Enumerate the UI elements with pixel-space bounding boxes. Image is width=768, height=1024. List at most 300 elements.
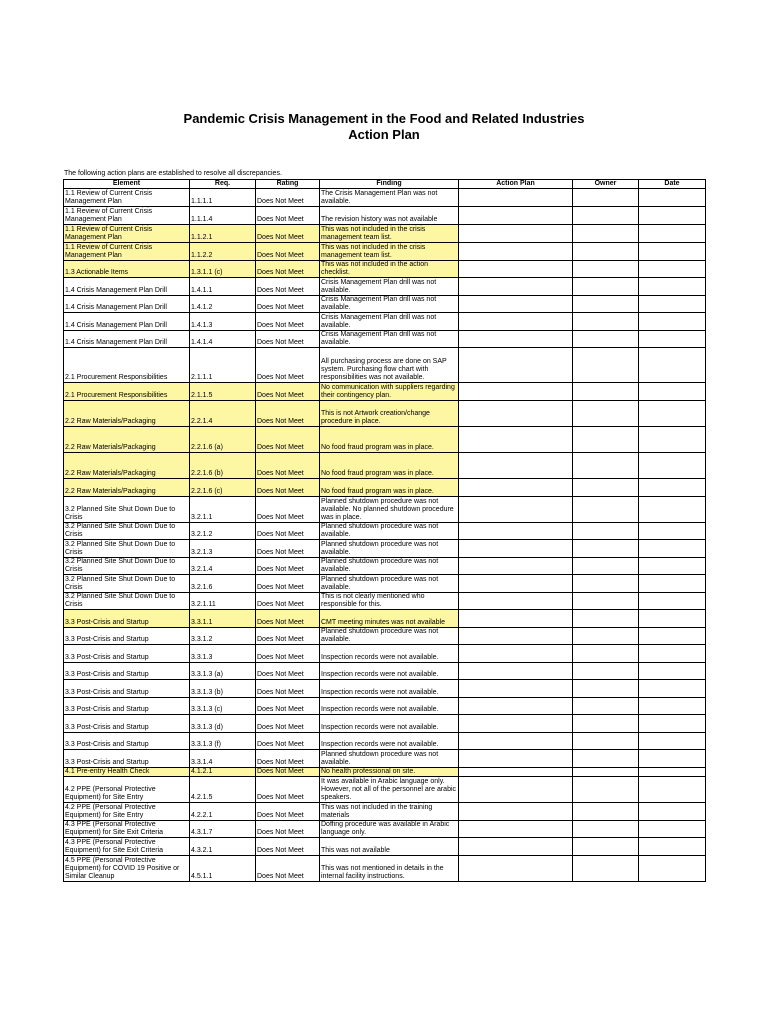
req-cell: 2.2.1.6 (b) [190, 453, 256, 479]
req-cell: 2.1.1.5 [190, 383, 256, 401]
date-cell [639, 523, 706, 540]
table-row [64, 663, 706, 680]
owner-cell [573, 313, 639, 331]
date-cell [639, 803, 706, 821]
owner-cell [573, 243, 639, 261]
rating-cell: Does Not Meet [256, 838, 320, 856]
element-cell: 3.3 Post-Crisis and Startup [64, 680, 190, 698]
element-cell: 3.3 Post-Crisis and Startup [64, 698, 190, 715]
element-cell: 3.3 Post-Crisis and Startup [64, 715, 190, 733]
rating-cell: Does Not Meet [256, 243, 320, 261]
table-row [64, 523, 706, 540]
element-cell: 3.3 Post-Crisis and Startup [64, 628, 190, 645]
header-finding: Finding [320, 180, 459, 189]
date-cell [639, 593, 706, 610]
owner-cell [573, 207, 639, 225]
owner-cell [573, 331, 639, 348]
action-plan-cell [459, 575, 573, 593]
finding-cell: This was not available [320, 838, 459, 856]
rating-cell: Does Not Meet [256, 821, 320, 838]
date-cell [639, 777, 706, 803]
req-cell: 3.3.1.3 (d) [190, 715, 256, 733]
req-cell: 3.3.1.2 [190, 628, 256, 645]
table-row [64, 628, 706, 645]
req-cell: 1.4.1.3 [190, 313, 256, 331]
rating-cell: Does Not Meet [256, 733, 320, 750]
element-cell: 1.1 Review of Current Crisis Management Plan [64, 189, 190, 207]
owner-cell [573, 733, 639, 750]
table-row [64, 540, 706, 558]
table-row [64, 733, 706, 750]
owner-cell [573, 497, 639, 523]
element-cell: 3.2 Planned Site Shut Down Due to Crisis [64, 593, 190, 610]
owner-cell [573, 838, 639, 856]
element-cell: 2.2 Raw Materials/Packaging [64, 401, 190, 427]
finding-cell: CMT meeting minutes was not available [320, 610, 459, 628]
finding-cell: No food fraud program was in place. [320, 427, 459, 453]
element-cell: 3.2 Planned Site Shut Down Due to Crisis [64, 575, 190, 593]
element-cell: 3.2 Planned Site Shut Down Due to Crisis [64, 558, 190, 575]
title-line-2: Action Plan [348, 127, 420, 142]
element-cell: 1.4 Crisis Management Plan Drill [64, 331, 190, 348]
finding-cell: Crisis Management Plan drill was not available. [320, 331, 459, 348]
owner-cell [573, 610, 639, 628]
table-row [64, 427, 706, 453]
owner-cell [573, 680, 639, 698]
title-line-1: Pandemic Crisis Management in the Food and Related Industries [183, 111, 585, 126]
rating-cell: Does Not Meet [256, 698, 320, 715]
action-plan-cell [459, 628, 573, 645]
owner-cell [573, 523, 639, 540]
finding-cell: This is not clearly mentioned who responsible for this. [320, 593, 459, 610]
finding-cell: Crisis Management Plan drill was not available. [320, 296, 459, 313]
req-cell: 3.2.1.4 [190, 558, 256, 575]
rating-cell: Does Not Meet [256, 189, 320, 207]
req-cell: 2.2.1.6 (a) [190, 427, 256, 453]
table-row [64, 261, 706, 278]
element-cell: 4.1 Pre-entry Health Check [64, 768, 190, 777]
action-plan-cell [459, 313, 573, 331]
rating-cell: Does Not Meet [256, 645, 320, 663]
action-plan-cell [459, 243, 573, 261]
date-cell [639, 261, 706, 278]
finding-cell: Planned shutdown procedure was not available. No planned shutdown procedure was in place. [320, 497, 459, 523]
req-cell: 3.3.1.3 (f) [190, 733, 256, 750]
finding-cell: Planned shutdown procedure was not available. [320, 628, 459, 645]
finding-cell: Inspection records were not available. [320, 645, 459, 663]
rating-cell: Does Not Meet [256, 278, 320, 296]
req-cell: 3.2.1.1 [190, 497, 256, 523]
element-cell: 1.1 Review of Current Crisis Management Plan [64, 225, 190, 243]
date-cell [639, 278, 706, 296]
date-cell [639, 856, 706, 882]
owner-cell [573, 453, 639, 479]
finding-cell: No food fraud program was in place. [320, 479, 459, 497]
rating-cell: Does Not Meet [256, 680, 320, 698]
date-cell [639, 750, 706, 768]
req-cell: 3.2.1.6 [190, 575, 256, 593]
header-rating: Rating [256, 180, 320, 189]
rating-cell: Does Not Meet [256, 261, 320, 278]
table-row [64, 715, 706, 733]
date-cell [639, 383, 706, 401]
table-row [64, 348, 706, 383]
action-plan-cell [459, 523, 573, 540]
element-cell: 4.3 PPE (Personal Protective Equipment) for Site Exit Criteria [64, 838, 190, 856]
finding-cell: Inspection records were not available. [320, 680, 459, 698]
finding-cell: This was not included in the training materials [320, 803, 459, 821]
table-row [64, 331, 706, 348]
header-row [64, 180, 706, 189]
table-row [64, 401, 706, 427]
req-cell: 3.3.1.3 (a) [190, 663, 256, 680]
req-cell: 4.2.1.5 [190, 777, 256, 803]
element-cell: 2.1 Procurement Responsibilities [64, 348, 190, 383]
date-cell [639, 243, 706, 261]
rating-cell: Does Not Meet [256, 663, 320, 680]
table-row [64, 497, 706, 523]
finding-cell: Planned shutdown procedure was not available. [320, 540, 459, 558]
table-row [64, 750, 706, 768]
action-plan-cell [459, 680, 573, 698]
owner-cell [573, 296, 639, 313]
finding-cell: Planned shutdown procedure was not available. [320, 523, 459, 540]
owner-cell [573, 715, 639, 733]
finding-cell: It was available in Arabic language only. However, not all of the personnel are arabic speakers. [320, 777, 459, 803]
element-cell: 1.1 Review of Current Crisis Management Plan [64, 243, 190, 261]
owner-cell [573, 856, 639, 882]
table-row [64, 453, 706, 479]
action-plan-cell [459, 803, 573, 821]
date-cell [639, 698, 706, 715]
table-row [64, 803, 706, 821]
action-plan-cell [459, 225, 573, 243]
rating-cell: Does Not Meet [256, 777, 320, 803]
rating-cell: Does Not Meet [256, 558, 320, 575]
action-plan-table [63, 179, 706, 882]
req-cell: 2.2.1.4 [190, 401, 256, 427]
owner-cell [573, 479, 639, 497]
rating-cell: Does Not Meet [256, 575, 320, 593]
action-plan-cell [459, 383, 573, 401]
table-row [64, 189, 706, 207]
req-cell: 4.1.2.1 [190, 768, 256, 777]
finding-cell: Inspection records were not available. [320, 733, 459, 750]
owner-cell [573, 750, 639, 768]
rating-cell: Does Not Meet [256, 331, 320, 348]
owner-cell [573, 225, 639, 243]
date-cell [639, 207, 706, 225]
req-cell: 4.2.2.1 [190, 803, 256, 821]
date-cell [639, 821, 706, 838]
finding-cell: Crisis Management Plan drill was not available. [320, 278, 459, 296]
table-row [64, 645, 706, 663]
date-cell [639, 540, 706, 558]
table-row [64, 593, 706, 610]
element-cell: 2.2 Raw Materials/Packaging [64, 479, 190, 497]
req-cell: 4.3.2.1 [190, 838, 256, 856]
owner-cell [573, 821, 639, 838]
element-cell: 3.3 Post-Crisis and Startup [64, 645, 190, 663]
finding-cell: All purchasing process are done on SAP system. Purchasing flow chart with responsibilities was not available. [320, 348, 459, 383]
owner-cell [573, 698, 639, 715]
action-plan-cell [459, 401, 573, 427]
table-row [64, 278, 706, 296]
date-cell [639, 768, 706, 777]
element-cell: 1.1 Review of Current Crisis Management Plan [64, 207, 190, 225]
action-plan-cell [459, 777, 573, 803]
table-row [64, 838, 706, 856]
finding-cell: Inspection records were not available. [320, 698, 459, 715]
action-plan-cell [459, 278, 573, 296]
req-cell: 4.5.1.1 [190, 856, 256, 882]
owner-cell [573, 558, 639, 575]
element-cell: 4.2 PPE (Personal Protective Equipment) for Site Entry [64, 777, 190, 803]
req-cell: 1.1.2.1 [190, 225, 256, 243]
rating-cell: Does Not Meet [256, 750, 320, 768]
finding-cell: No food fraud program was in place. [320, 453, 459, 479]
date-cell [639, 453, 706, 479]
element-cell: 3.3 Post-Crisis and Startup [64, 610, 190, 628]
date-cell [639, 558, 706, 575]
header-action-plan: Action Plan [459, 180, 573, 189]
rating-cell: Does Not Meet [256, 628, 320, 645]
req-cell: 1.4.1.2 [190, 296, 256, 313]
req-cell: 3.3.1.3 [190, 645, 256, 663]
element-cell: 3.2 Planned Site Shut Down Due to Crisis [64, 523, 190, 540]
element-cell: 4.5 PPE (Personal Protective Equipment) for COVID 19 Positive or Similar Cleanup [64, 856, 190, 882]
date-cell [639, 225, 706, 243]
req-cell: 1.4.1.4 [190, 331, 256, 348]
rating-cell: Does Not Meet [256, 856, 320, 882]
element-cell: 2.2 Raw Materials/Packaging [64, 427, 190, 453]
header-element: Element [64, 180, 190, 189]
header-req: Req. [190, 180, 256, 189]
action-plan-cell [459, 856, 573, 882]
action-plan-cell [459, 715, 573, 733]
date-cell [639, 497, 706, 523]
owner-cell [573, 348, 639, 383]
action-plan-cell [459, 558, 573, 575]
table-row [64, 610, 706, 628]
owner-cell [573, 777, 639, 803]
finding-cell: Doffing procedure was available in Arabic language only. [320, 821, 459, 838]
action-plan-cell [459, 645, 573, 663]
rating-cell: Does Not Meet [256, 348, 320, 383]
date-cell [639, 628, 706, 645]
action-plan-cell [459, 479, 573, 497]
date-cell [639, 401, 706, 427]
owner-cell [573, 645, 639, 663]
date-cell [639, 645, 706, 663]
req-cell: 1.1.2.2 [190, 243, 256, 261]
req-cell: 3.2.1.3 [190, 540, 256, 558]
finding-cell: This was not mentioned in details in the internal facility instructions. [320, 856, 459, 882]
date-cell [639, 715, 706, 733]
table-row [64, 698, 706, 715]
action-plan-cell [459, 331, 573, 348]
table-row [64, 225, 706, 243]
finding-cell: The revision history was not available [320, 207, 459, 225]
rating-cell: Does Not Meet [256, 207, 320, 225]
finding-cell: No communication with suppliers regarding their contingency plan. [320, 383, 459, 401]
action-plan-cell [459, 189, 573, 207]
action-plan-cell [459, 750, 573, 768]
table-row [64, 383, 706, 401]
action-plan-cell [459, 207, 573, 225]
action-plan-cell [459, 261, 573, 278]
owner-cell [573, 768, 639, 777]
table-row [64, 558, 706, 575]
action-plan-cell [459, 768, 573, 777]
rating-cell: Does Not Meet [256, 540, 320, 558]
action-plan-cell [459, 348, 573, 383]
rating-cell: Does Not Meet [256, 313, 320, 331]
req-cell: 3.3.1.3 (c) [190, 698, 256, 715]
action-plan-cell [459, 296, 573, 313]
owner-cell [573, 593, 639, 610]
owner-cell [573, 401, 639, 427]
action-plan-cell [459, 610, 573, 628]
table-row [64, 207, 706, 225]
owner-cell [573, 383, 639, 401]
date-cell [639, 575, 706, 593]
rating-cell: Does Not Meet [256, 803, 320, 821]
element-cell: 4.3 PPE (Personal Protective Equipment) for Site Exit Criteria [64, 821, 190, 838]
element-cell: 1.4 Crisis Management Plan Drill [64, 296, 190, 313]
req-cell: 3.2.1.2 [190, 523, 256, 540]
date-cell [639, 348, 706, 383]
finding-cell: This was not included in the action checklist. [320, 261, 459, 278]
element-cell: 1.4 Crisis Management Plan Drill [64, 278, 190, 296]
table-row [64, 777, 706, 803]
date-cell [639, 296, 706, 313]
action-plan-cell [459, 593, 573, 610]
req-cell: 1.1.1.4 [190, 207, 256, 225]
table-row [64, 296, 706, 313]
req-cell: 4.3.1.7 [190, 821, 256, 838]
action-plan-cell [459, 540, 573, 558]
table-row [64, 821, 706, 838]
date-cell [639, 838, 706, 856]
intro-text: The following action plans are established to resolve all discrepancies. [64, 170, 282, 177]
action-plan-cell [459, 497, 573, 523]
owner-cell [573, 575, 639, 593]
finding-cell: Planned shutdown procedure was not available. [320, 558, 459, 575]
date-cell [639, 680, 706, 698]
owner-cell [573, 427, 639, 453]
owner-cell [573, 628, 639, 645]
rating-cell: Does Not Meet [256, 479, 320, 497]
table-row [64, 479, 706, 497]
owner-cell [573, 540, 639, 558]
rating-cell: Does Not Meet [256, 453, 320, 479]
element-cell: 2.1 Procurement Responsibilities [64, 383, 190, 401]
date-cell [639, 663, 706, 680]
req-cell: 3.3.1.4 [190, 750, 256, 768]
table-row [64, 575, 706, 593]
req-cell: 2.2.1.6 (c) [190, 479, 256, 497]
finding-cell: Inspection records were not available. [320, 663, 459, 680]
owner-cell [573, 663, 639, 680]
rating-cell: Does Not Meet [256, 296, 320, 313]
rating-cell: Does Not Meet [256, 225, 320, 243]
req-cell: 3.2.1.11 [190, 593, 256, 610]
action-plan-cell [459, 453, 573, 479]
rating-cell: Does Not Meet [256, 383, 320, 401]
req-cell: 2.1.1.1 [190, 348, 256, 383]
element-cell: 3.2 Planned Site Shut Down Due to Crisis [64, 540, 190, 558]
finding-cell: No health professional on site. [320, 768, 459, 777]
finding-cell: This was not included in the crisis management team list. [320, 243, 459, 261]
rating-cell: Does Not Meet [256, 523, 320, 540]
rating-cell: Does Not Meet [256, 593, 320, 610]
date-cell [639, 479, 706, 497]
table-row [64, 680, 706, 698]
element-cell: 4.2 PPE (Personal Protective Equipment) for Site Entry [64, 803, 190, 821]
owner-cell [573, 278, 639, 296]
element-cell: 3.2 Planned Site Shut Down Due to Crisis [64, 497, 190, 523]
rating-cell: Does Not Meet [256, 427, 320, 453]
table-row [64, 313, 706, 331]
date-cell [639, 733, 706, 750]
element-cell: 1.3 Actionable Items [64, 261, 190, 278]
finding-cell: Crisis Management Plan drill was not available. [320, 313, 459, 331]
finding-cell: This was not included in the crisis management team list. [320, 225, 459, 243]
table-row [64, 768, 706, 777]
date-cell [639, 189, 706, 207]
req-cell: 3.3.1.1 [190, 610, 256, 628]
date-cell [639, 331, 706, 348]
finding-cell: Planned shutdown procedure was not available. [320, 575, 459, 593]
date-cell [639, 610, 706, 628]
action-plan-cell [459, 427, 573, 453]
action-plan-cell [459, 838, 573, 856]
header-date: Date [639, 180, 706, 189]
finding-cell: This is not Artwork creation/change procedure in place. [320, 401, 459, 427]
element-cell: 3.3 Post-Crisis and Startup [64, 750, 190, 768]
req-cell: 1.1.1.1 [190, 189, 256, 207]
action-plan-cell [459, 733, 573, 750]
rating-cell: Does Not Meet [256, 401, 320, 427]
action-plan-cell [459, 698, 573, 715]
finding-cell: The Crisis Management Plan was not available. [320, 189, 459, 207]
element-cell: 3.3 Post-Crisis and Startup [64, 663, 190, 680]
rating-cell: Does Not Meet [256, 715, 320, 733]
action-plan-cell [459, 821, 573, 838]
finding-cell: Inspection records were not available. [320, 715, 459, 733]
element-cell: 2.2 Raw Materials/Packaging [64, 453, 190, 479]
action-plan-cell [459, 663, 573, 680]
finding-cell: Planned shutdown procedure was not available. [320, 750, 459, 768]
req-cell: 1.3.1.1 (c) [190, 261, 256, 278]
req-cell: 3.3.1.3 (b) [190, 680, 256, 698]
date-cell [639, 427, 706, 453]
table-row [64, 856, 706, 882]
date-cell [639, 313, 706, 331]
document-title [0, 111, 768, 143]
owner-cell [573, 803, 639, 821]
req-cell: 1.4.1.1 [190, 278, 256, 296]
rating-cell: Does Not Meet [256, 497, 320, 523]
rating-cell: Does Not Meet [256, 768, 320, 777]
element-cell: 1.4 Crisis Management Plan Drill [64, 313, 190, 331]
table-body [64, 189, 706, 882]
element-cell: 3.3 Post-Crisis and Startup [64, 733, 190, 750]
owner-cell [573, 189, 639, 207]
header-owner: Owner [573, 180, 639, 189]
table-row [64, 243, 706, 261]
